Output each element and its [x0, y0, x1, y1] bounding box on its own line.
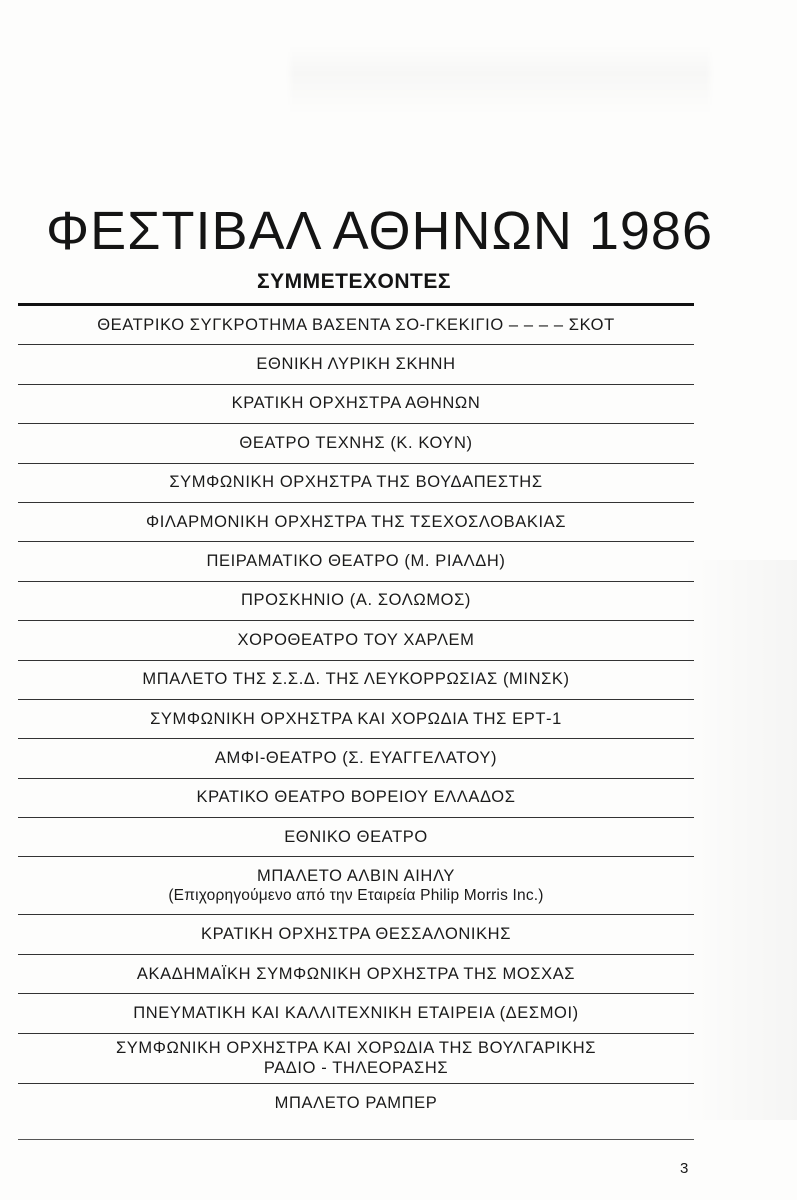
participant-name: ΠΝΕΥΜΑΤΙΚΗ ΚΑΙ ΚΑΛΛΙΤΕΧΝΙΚΗ ΕΤΑΙΡΕΙΑ (ΔΕΣΜΟΙ) — [133, 1003, 579, 1022]
participant-row — [18, 955, 694, 994]
participant-row — [18, 503, 694, 542]
participant-name: ΑΚΑΔΗΜΑΪΚΗ ΣΥΜΦΩΝΙΚΗ ΟΡΧΗΣΤΡΑ ΤΗΣ ΜΟΣΧΑΣ — [136, 964, 576, 983]
participant-row — [18, 915, 694, 954]
participant-name: ΠΕΙΡΑΜΑΤΙΚΟ ΘΕΑΤΡΟ (Μ. ΡΙΑΛΔΗ) — [206, 552, 506, 571]
participant-row — [18, 818, 694, 857]
participant-row — [18, 661, 694, 700]
page-subtitle: ΣΥΜΜΕΤΕΧΟΝΤΕΣ — [257, 270, 451, 293]
page-number: 3 — [680, 1160, 689, 1177]
participant-row — [18, 385, 694, 424]
participant-row — [18, 582, 694, 621]
participant-row — [18, 306, 694, 345]
participant-name: ΜΠΑΛΕΤΟ ΤΗΣ Σ.Σ.Δ. ΤΗΣ ΛΕΥΚΟΡΡΩΣΙΑΣ (ΜΙΝΣΚ) — [142, 670, 570, 689]
participant-name: ΚΡΑΤΙΚΗ ΟΡΧΗΣΤΡΑ ΘΕΣΣΑΛΟΝΙΚΗΣ — [200, 925, 511, 944]
participant-name: ΕΘΝΙΚΗ ΛΥΡΙΚΗ ΣΚΗΝΗ — [256, 355, 456, 374]
show-through-shadow-right — [680, 560, 797, 1120]
participant-row — [18, 739, 694, 778]
participant-row — [18, 1034, 694, 1084]
participant-name: ΜΠΑΛΕΤΟ ΡΑΜΠΕΡ — [274, 1093, 438, 1112]
participant-name: ΘΕΑΤΡΙΚΟ ΣΥΓΚΡΟΤΗΜΑ ΒΑΣΕΝΤΑ ΣΟ-ΓΚΕΚΙΓΙΟ – – – – ΣΚΟΤ — [97, 315, 615, 334]
participant-name: ΣΥΜΦΩΝΙΚΗ ΟΡΧΗΣΤΡΑ ΚΑΙ ΧΟΡΩΔΙΑ ΤΗΣ ΒΟΥΛΓΑΡΙΚΗΣ — [115, 1039, 597, 1058]
participant-name: ΚΡΑΤΙΚΟ ΘΕΑΤΡΟ ΒΟΡΕΙΟΥ ΕΛΛΑΔΟΣ — [196, 788, 516, 807]
participant-row — [18, 424, 694, 463]
participant-row — [18, 779, 694, 818]
participant-note: (Επιχορηγούμενο από την Εταιρεία Philip Morris Inc.) — [168, 886, 544, 904]
participant-name: ΠΡΟΣΚΗΝΙΟ (Α. ΣΟΛΩΜΟΣ) — [240, 591, 472, 610]
participant-name: ΜΠΑΛΕΤΟ ΑΛΒΙΝ ΑΙΗΛΥ — [257, 866, 455, 885]
participant-name: ΣΥΜΦΩΝΙΚΗ ΟΡΧΗΣΤΡΑ ΤΗΣ ΒΟΥΔΑΠΕΣΤΗΣ — [169, 473, 543, 492]
participant-row — [18, 464, 694, 503]
show-through-shadow — [290, 45, 710, 115]
participant-row — [18, 700, 694, 739]
participant-name-continued: ΡΑΔΙΟ - ΤΗΛΕΟΡΑΣΗΣ — [263, 1059, 449, 1078]
participant-name: ΘΕΑΤΡΟ ΤΕΧΝΗΣ (Κ. ΚΟΥΝ) — [239, 433, 473, 452]
participant-name: ΣΥΜΦΩΝΙΚΗ ΟΡΧΗΣΤΡΑ ΚΑΙ ΧΟΡΩΔΙΑ ΤΗΣ ΕΡΤ-1 — [150, 709, 562, 728]
participant-row — [18, 621, 694, 660]
participant-row — [18, 857, 694, 915]
participants-list — [18, 306, 694, 1123]
page-title: ΦΕΣΤΙΒΑΛ ΑΘΗΝΩΝ 1986 — [46, 201, 713, 261]
participant-row — [18, 994, 694, 1033]
participant-name: ΑΜΦΙ-ΘΕΑΤΡΟ (Σ. ΕΥΑΓΓΕΛΑΤΟΥ) — [214, 748, 498, 767]
participant-name: ΧΟΡΟΘΕΑΤΡΟ ΤΟΥ ΧΑΡΛΕΜ — [237, 630, 475, 649]
participant-name: ΦΙΛΑΡΜΟΝΙΚΗ ΟΡΧΗΣΤΡΑ ΤΗΣ ΤΣΕΧΟΣΛΟΒΑΚΙΑΣ — [145, 512, 567, 531]
bottom-rule — [18, 1139, 694, 1140]
participant-row — [18, 542, 694, 581]
participant-name: ΕΘΝΙΚΟ ΘΕΑΤΡΟ — [284, 827, 428, 846]
participant-row — [18, 1084, 694, 1123]
participant-name: ΚΡΑΤΙΚΗ ΟΡΧΗΣΤΡΑ ΑΘΗΝΩΝ — [231, 394, 481, 413]
participant-row — [18, 345, 694, 384]
